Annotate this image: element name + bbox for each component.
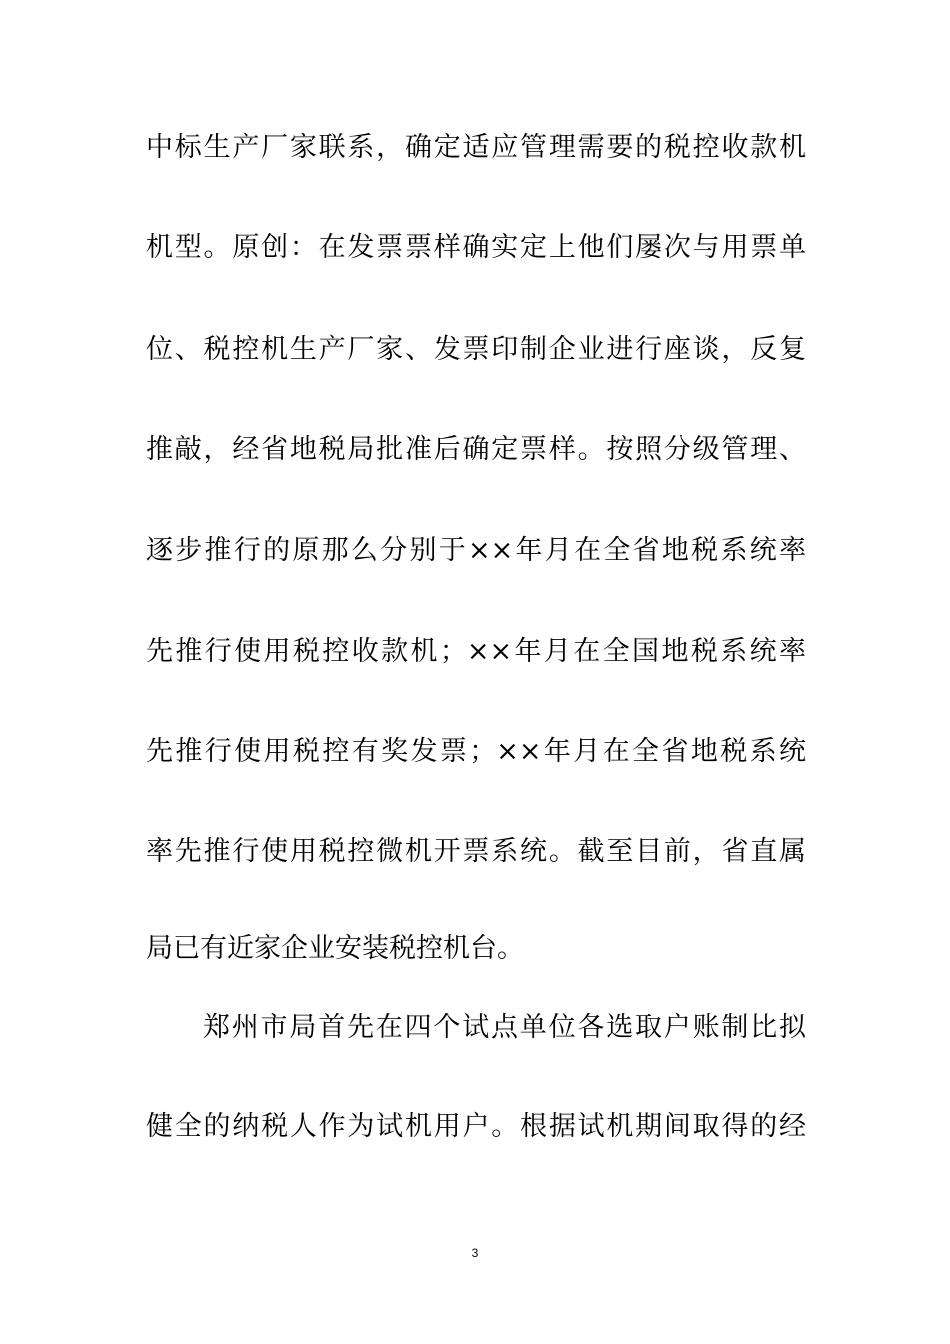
paragraph-1-line-8: 率先推行使用税控微机开票系统。截至目前，省直属	[146, 836, 806, 867]
paragraph-1-line-3: 位、税控机生产厂家、发票印制企业进行座谈，反复	[146, 334, 806, 365]
paragraph-1-line-2: 机型。原创：在发票票样确实定上他们屡次与用票单	[146, 232, 806, 263]
paragraph-2-line-2: 健全的纳税人作为试机用户。根据试机期间取得的经	[146, 1111, 806, 1142]
paragraph-1-line-7: 先推行使用税控有奖发票；××年月在全省地税系统	[146, 736, 806, 767]
paragraph-1-line-9: 局已有近家企业安装税控机台。	[146, 933, 524, 964]
paragraph-1-line-6: 先推行使用税控收款机；××年月在全国地税系统率	[146, 636, 806, 667]
paragraph-2-line-1: 郑州市局首先在四个试点单位各选取户账制比拟	[203, 1012, 806, 1043]
paragraph-1-line-5: 逐步推行的原那么分别于××年月在全省地税系统率	[146, 535, 806, 566]
paragraph-1-line-4: 推敲，经省地税局批准后确定票样。按照分级管理、	[146, 434, 806, 465]
page-number: 3	[471, 1246, 479, 1260]
paragraph-1-line-1: 中标生产厂家联系，确定适应管理需要的税控收款机	[146, 132, 806, 163]
